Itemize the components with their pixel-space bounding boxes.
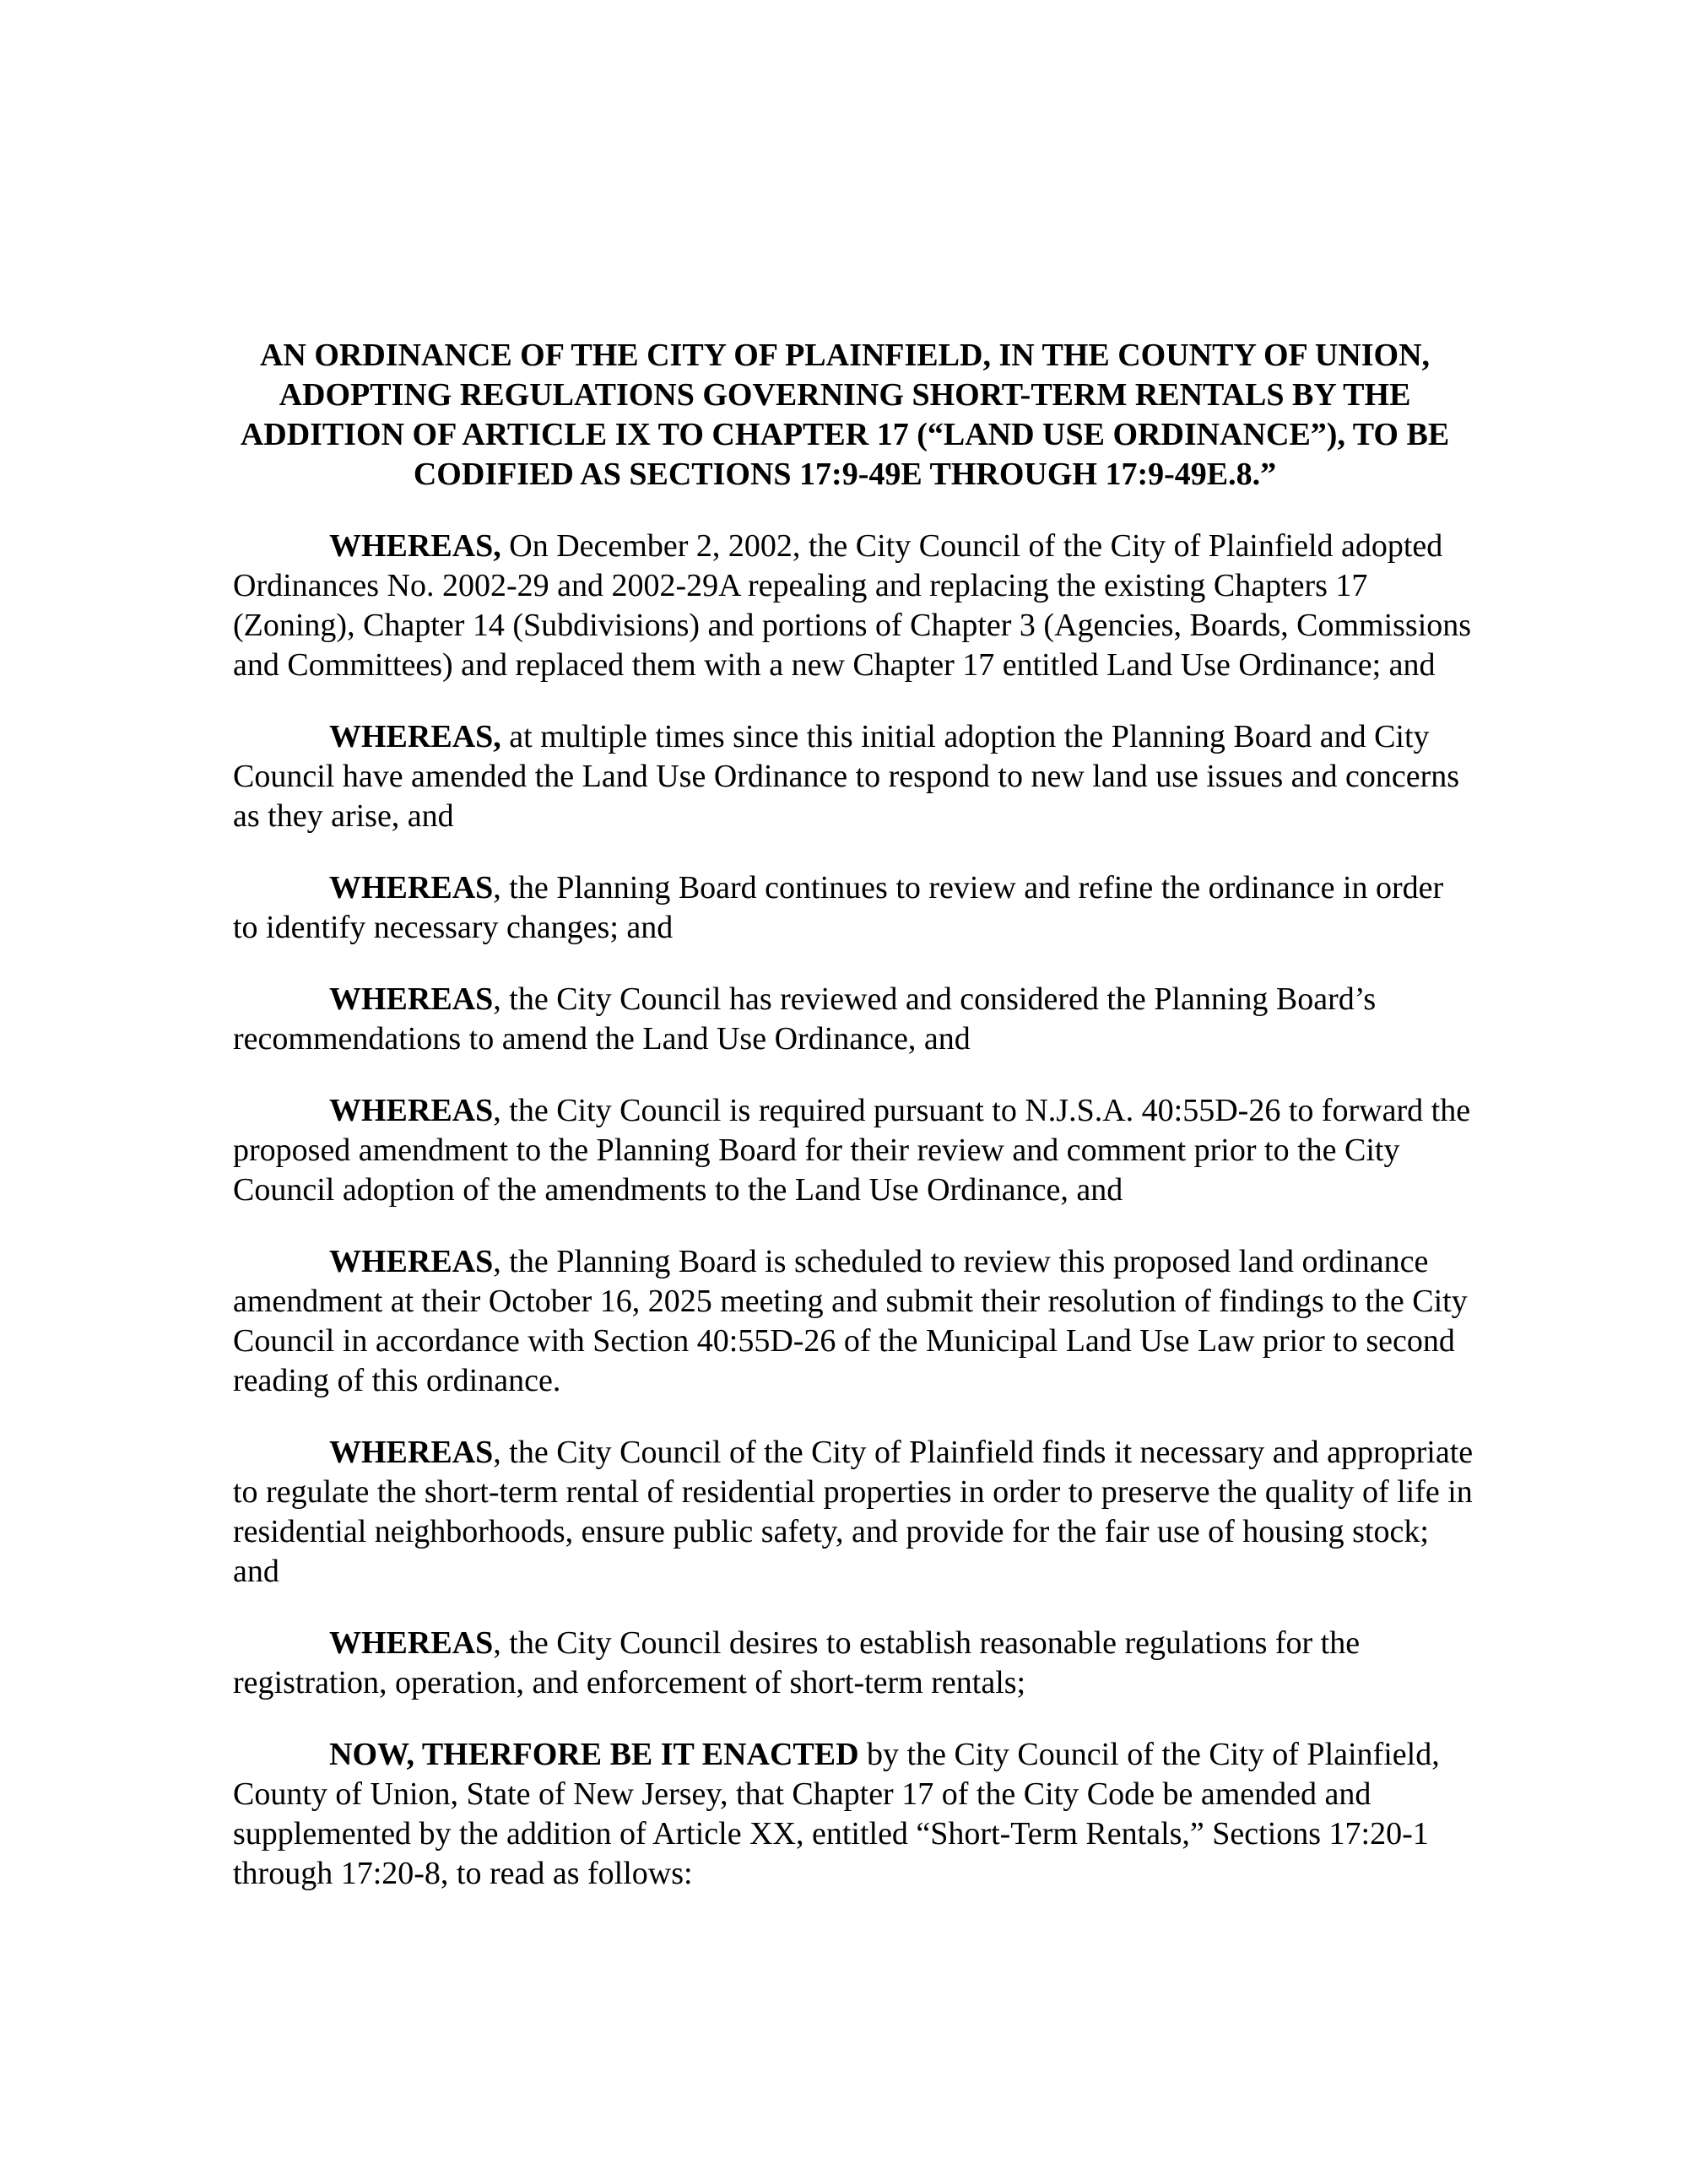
- enactment-lead: NOW, THERFORE BE IT ENACTED: [329, 1737, 859, 1772]
- whereas-lead-8: WHEREAS: [329, 1625, 494, 1661]
- document-content: [233, 336, 1474, 1894]
- whereas-paragraph-6: [233, 1242, 1474, 1401]
- paragraph-text-5: , the City Council is required pursuant to N.J.S.A. 40:55D-26 to forward the proposed amendment to the Planning Board for their review and comment prior to the City Council adoption of the amendments to the Land Use Ordinance, and: [233, 1093, 1471, 1208]
- whereas-paragraph-5: [233, 1091, 1474, 1210]
- whereas-paragraph-2: [233, 717, 1474, 836]
- ordinance-title: AN ORDINANCE OF THE CITY OF PLAINFIELD, IN THE COUNTY OF UNION, ADOPTING REGULATIONS GOVERNING SHORT-TERM RENTALS BY THE ADDITION OF ARTICLE IX TO CHAPTER 17 (“LAND USE ORDINANCE”), TO BE CODIFIED AS SECTIONS 17:9-49E THROUGH 17:9-49E.8.”: [240, 338, 1450, 492]
- whereas-paragraph-8: [233, 1624, 1474, 1703]
- whereas-lead-6: WHEREAS: [329, 1244, 494, 1279]
- whereas-paragraph-1: [233, 527, 1474, 685]
- whereas-lead-2: WHEREAS,: [329, 719, 501, 754]
- paragraph-text-1: On December 2, 2002, the City Council of the City of Plainfield adopted Ordinances No. 2002-29 and 2002-29A repealing and replacing the existing Chapters 17 (Zoning), Chapter 14 (Subdivisions) and portions of Chapter 3 (Agencies, Boards, Commissions and Committees) and replaced them with a new Chapter 17 entitled Land Use Ordinance; and: [233, 528, 1472, 683]
- paragraph-text-6: , the Planning Board is scheduled to review this proposed land ordinance amendment at their October 16, 2025 meeting and submit their resolution of findings to the City Council in accordance with Section 40:55D-26 of the Municipal Land Use Law prior to second reading of this ordinance.: [233, 1244, 1468, 1398]
- enactment-paragraph: [233, 1735, 1474, 1894]
- whereas-lead-4: WHEREAS: [329, 981, 494, 1017]
- whereas-lead-1: WHEREAS,: [329, 528, 501, 564]
- whereas-lead-7: WHEREAS: [329, 1435, 494, 1470]
- whereas-paragraph-3: [233, 868, 1474, 948]
- paragraph-text-8: , the City Council desires to establish reasonable regulations for the registration, operation, and enforcement of short-term rentals;: [233, 1625, 1361, 1700]
- paragraph-text-3: , the Planning Board continues to review and refine the ordinance in order to identify necessary changes; and: [233, 870, 1444, 945]
- enactment-text: by the City Council of the City of Plainfield, County of Union, State of New Jersey, that Chapter 17 of the City Code be amended and supplemented by the addition of Article XX, entitled “Short-Term Rentals,” Sections 17:20-1 through 17:20-8, to read as follows:: [233, 1737, 1440, 1891]
- whereas-paragraph-4: [233, 980, 1474, 1059]
- paragraph-text-4: , the City Council has reviewed and considered the Planning Board’s recommendations to amend the Land Use Ordinance, and: [233, 981, 1377, 1057]
- paragraph-text-7: , the City Council of the City of Plainfield finds it necessary and appropriate to regulate the short-term rental of residential properties in order to preserve the quality of life in residential neighborhoods, ensure public safety, and provide for the fair use of housing stock; and: [233, 1435, 1474, 1589]
- paragraph-text-2: at multiple times since this initial adoption the Planning Board and City Council have amended the Land Use Ordinance to respond to new land use issues and concerns as they arise, and: [233, 719, 1460, 834]
- whereas-lead-5: WHEREAS: [329, 1093, 494, 1128]
- whereas-lead-3: WHEREAS: [329, 870, 494, 905]
- whereas-paragraph-7: [233, 1433, 1474, 1592]
